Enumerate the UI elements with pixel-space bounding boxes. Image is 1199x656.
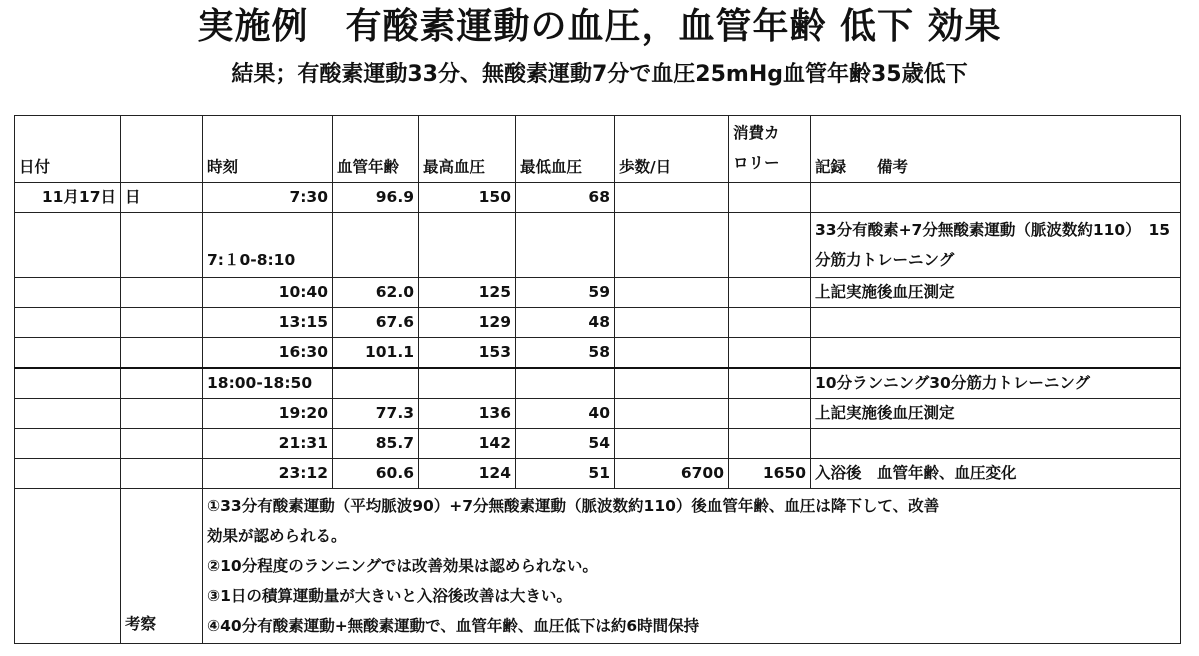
cell-day: [121, 308, 203, 338]
table-row: [15, 399, 1181, 429]
cell-day: [121, 213, 203, 278]
cell-notes: [811, 338, 1181, 369]
cell-systolic: 153: [419, 338, 516, 369]
header-diastolic: 最低血圧: [516, 116, 615, 183]
cell-vascular-age: 96.9: [333, 183, 419, 213]
cell-day: [121, 278, 203, 308]
table-row: [15, 213, 1181, 278]
cell-time: 16:30: [203, 338, 333, 369]
cell-steps: [615, 308, 729, 338]
header-time: 時刻: [203, 116, 333, 183]
cell-date: [15, 338, 121, 369]
cell-time: 21:31: [203, 429, 333, 459]
cell-diastolic: 68: [516, 183, 615, 213]
cell-calories: 1650: [729, 459, 811, 489]
cell-steps: [615, 429, 729, 459]
cell-vascular-age: [333, 213, 419, 278]
header-notes: 記録 備考: [811, 116, 1181, 183]
cell-systolic: 142: [419, 429, 516, 459]
cell-steps: [615, 399, 729, 429]
table-row: [15, 429, 1181, 459]
cell-notes: [811, 308, 1181, 338]
cell-diastolic: [516, 213, 615, 278]
cell-diastolic: [516, 368, 615, 399]
cell-steps: [615, 368, 729, 399]
cell-calories: [729, 278, 811, 308]
cell-time: 13:15: [203, 308, 333, 338]
consideration-row: [15, 489, 1181, 644]
cell-diastolic: 59: [516, 278, 615, 308]
consideration-line: ④40分有酸素運動+無酸素運動で、血管年齢、血圧低下は約6時間保持: [207, 617, 700, 635]
header-calories-line1: 消費カ: [733, 124, 780, 142]
cell-diastolic: 40: [516, 399, 615, 429]
consideration-line: ①33分有酸素運動（平均脈波90）+7分無酸素運動（脈波数約110）後血管年齢、血圧は降下して、改善: [207, 497, 940, 515]
cell-steps: [615, 338, 729, 369]
cell-calories: [729, 368, 811, 399]
cell-date: [15, 399, 121, 429]
cell-notes: 10分ランニング30分筋力トレーニング: [811, 368, 1181, 399]
cell-notes: [811, 183, 1181, 213]
cell-diastolic: 51: [516, 459, 615, 489]
table-row: [15, 368, 1181, 399]
cell-notes: 入浴後 血管年齢、血圧変化: [811, 459, 1181, 489]
table-row: [15, 338, 1181, 369]
cell-calories: [729, 213, 811, 278]
header-day: [121, 116, 203, 183]
cell-date: [15, 368, 121, 399]
cell-date: [15, 459, 121, 489]
page-title: 実施例 有酸素運動の血圧，血管年齢 低下 効果: [197, 6, 1002, 47]
cell-diastolic: 48: [516, 308, 615, 338]
cell-date: 11月17日: [15, 183, 121, 213]
cell-vascular-age: [333, 368, 419, 399]
header-calories-line2: ロリー: [733, 154, 780, 172]
cell-day: [121, 399, 203, 429]
cell-systolic: 150: [419, 183, 516, 213]
cell-vascular-age: 101.1: [333, 338, 419, 369]
cell-notes: [811, 429, 1181, 459]
cell-time: 19:20: [203, 399, 333, 429]
header-date: 日付: [15, 116, 121, 183]
page-subtitle: 結果；有酸素運動33分、無酸素運動7分で血圧25mHg血管年齢35歳低下: [231, 62, 968, 87]
cell-systolic: [419, 213, 516, 278]
cell-day: [121, 338, 203, 369]
cell-vascular-age: 77.3: [333, 399, 419, 429]
measurement-table: [14, 115, 1181, 644]
consideration-line: ③1日の積算運動量が大きいと入浴後改善は大きい。: [207, 587, 572, 605]
table-row: [15, 459, 1181, 489]
header-systolic: 最高血圧: [419, 116, 516, 183]
consideration-line: 効果が認められる。: [207, 527, 347, 545]
header-steps: 歩数/日: [615, 116, 729, 183]
cell-time: 18:00-18:50: [203, 368, 333, 399]
cell-calories: [729, 183, 811, 213]
cell-day: 日: [121, 183, 203, 213]
cell-date: [15, 278, 121, 308]
consideration-text: [203, 489, 1181, 644]
table-row: [15, 278, 1181, 308]
cell-systolic: 136: [419, 399, 516, 429]
cell-day: [121, 429, 203, 459]
consideration-label: 考察: [121, 489, 203, 644]
cell-systolic: 129: [419, 308, 516, 338]
cell-notes: 上記実施後血圧測定: [811, 399, 1181, 429]
cell-calories: [729, 308, 811, 338]
cell-date: [15, 489, 121, 644]
cell-time: 23:12: [203, 459, 333, 489]
cell-diastolic: 58: [516, 338, 615, 369]
cell-day: [121, 368, 203, 399]
table-header-row: [15, 116, 1181, 183]
cell-date: [15, 308, 121, 338]
cell-calories: [729, 399, 811, 429]
cell-day: [121, 459, 203, 489]
cell-steps: 6700: [615, 459, 729, 489]
cell-vascular-age: 85.7: [333, 429, 419, 459]
header-calories: [729, 116, 811, 183]
cell-systolic: 125: [419, 278, 516, 308]
cell-notes: 33分有酸素+7分無酸素運動（脈波数約110） 15分筋力トレーニング: [811, 213, 1181, 278]
cell-date: [15, 213, 121, 278]
cell-vascular-age: 67.6: [333, 308, 419, 338]
cell-notes: 上記実施後血圧測定: [811, 278, 1181, 308]
cell-vascular-age: 60.6: [333, 459, 419, 489]
cell-steps: [615, 213, 729, 278]
cell-vascular-age: 62.0: [333, 278, 419, 308]
cell-systolic: [419, 368, 516, 399]
cell-diastolic: 54: [516, 429, 615, 459]
cell-time: 10:40: [203, 278, 333, 308]
cell-calories: [729, 429, 811, 459]
table-row: [15, 308, 1181, 338]
cell-systolic: 124: [419, 459, 516, 489]
table-row: [15, 183, 1181, 213]
cell-date: [15, 429, 121, 459]
header-vascular-age: 血管年齢: [333, 116, 419, 183]
cell-steps: [615, 183, 729, 213]
consideration-line: ②10分程度のランニングでは改善効果は認められない。: [207, 557, 598, 575]
cell-calories: [729, 338, 811, 369]
cell-time: 7:30: [203, 183, 333, 213]
cell-time: 7:１0-8:10: [203, 213, 333, 278]
cell-steps: [615, 278, 729, 308]
